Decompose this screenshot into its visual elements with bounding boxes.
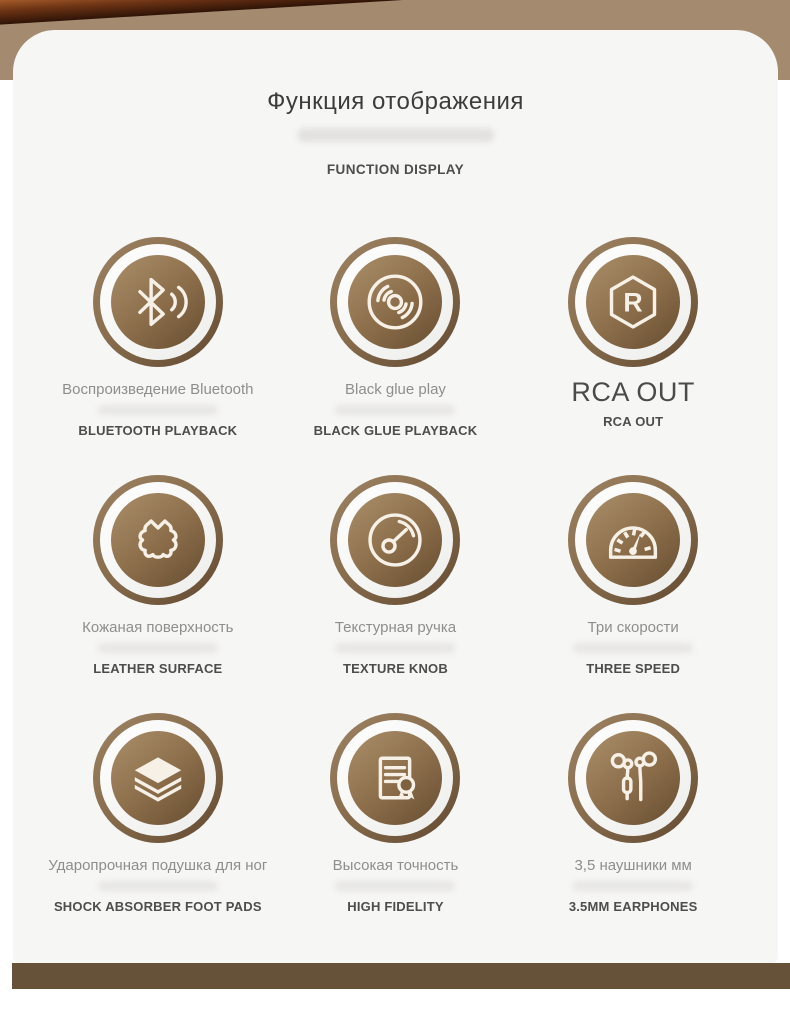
badge-inner	[348, 255, 442, 349]
feature-caption: BLACK GLUE PLAYBACK	[313, 423, 478, 438]
badge-inner	[586, 255, 680, 349]
feature-label: Три скорости	[587, 619, 679, 636]
badge-white-ring	[337, 244, 453, 360]
ghost-watermark	[573, 881, 693, 891]
ghost-watermark	[98, 405, 218, 415]
badge-inner	[586, 731, 680, 825]
feature-caption: HIGH FIDELITY	[347, 899, 444, 914]
feature-grid	[13, 237, 778, 951]
feature-label: Высокая точность	[332, 857, 459, 874]
feature-badge	[568, 475, 698, 605]
feature-label: Воспроизведение Bluetooth	[62, 381, 254, 398]
badge-white-ring	[100, 720, 216, 836]
feature-cell-speed	[514, 475, 752, 713]
feature-label: Текстурная ручка	[334, 619, 457, 636]
feature-badge	[330, 237, 460, 367]
badge-white-ring	[337, 720, 453, 836]
badge-inner	[348, 493, 442, 587]
bottom-brown-bar	[12, 963, 790, 989]
ghost-watermark	[98, 881, 218, 891]
feature-cell-fidelity	[277, 713, 515, 951]
feature-caption: TEXTURE KNOB	[343, 661, 448, 676]
feature-label: Black glue play	[345, 381, 446, 398]
feature-caption: BLUETOOTH PLAYBACK	[78, 423, 238, 438]
feature-caption: SHOCK ABSORBER FOOT PADS	[53, 899, 262, 914]
ghost-watermark	[298, 128, 494, 142]
badge-white-ring	[337, 482, 453, 598]
ghost-watermark	[335, 881, 455, 891]
feature-cell-knob	[277, 475, 515, 713]
badge-inner	[111, 731, 205, 825]
feature-cell-earphones	[514, 713, 752, 951]
feature-card	[13, 30, 778, 963]
badge-white-ring	[100, 244, 216, 360]
certificate-icon	[352, 735, 438, 821]
rca-hexagon-icon	[590, 259, 676, 345]
vinyl-record-icon	[352, 259, 438, 345]
feature-cell-pads	[39, 713, 277, 951]
ghost-watermark	[98, 643, 218, 653]
feature-label: RCA OUT	[571, 377, 695, 407]
feature-badge	[93, 713, 223, 843]
feature-badge	[330, 475, 460, 605]
feature-cell-bluetooth	[39, 237, 277, 475]
feature-cell-leather	[39, 475, 277, 713]
bluetooth-icon	[115, 259, 201, 345]
feature-label: 3,5 наушники мм	[574, 857, 692, 874]
feature-cell-rca	[514, 237, 752, 475]
feature-caption: LEATHER SURFACE	[93, 661, 223, 676]
feature-caption: 3.5MM EARPHONES	[568, 899, 698, 914]
ghost-watermark	[335, 405, 455, 415]
earphones-icon	[590, 735, 676, 821]
leather-icon	[115, 497, 201, 583]
badge-inner	[111, 493, 205, 587]
badge-white-ring	[100, 482, 216, 598]
feature-badge	[330, 713, 460, 843]
feature-cell-vinyl	[277, 237, 515, 475]
badge-inner	[111, 255, 205, 349]
feature-caption: RCA OUT	[603, 414, 664, 429]
ghost-watermark	[335, 643, 455, 653]
badge-white-ring	[575, 720, 691, 836]
badge-inner	[586, 493, 680, 587]
wood-texture-corner	[0, 0, 469, 26]
speedometer-icon	[590, 497, 676, 583]
feature-label: Кожаная поверхность	[82, 619, 234, 636]
ghost-watermark	[573, 643, 693, 653]
badge-inner	[348, 731, 442, 825]
feature-badge	[568, 237, 698, 367]
svg-text:R: R	[623, 287, 643, 318]
badge-white-ring	[575, 482, 691, 598]
feature-badge	[93, 475, 223, 605]
feature-badge	[93, 237, 223, 367]
knob-icon	[352, 497, 438, 583]
feature-badge	[568, 713, 698, 843]
page-title: Функция отображения	[267, 88, 524, 115]
page-subtitle: FUNCTION DISPLAY	[326, 162, 465, 177]
feature-label: Ударопрочная подушка для ног	[48, 857, 268, 874]
feature-caption: THREE SPEED	[586, 661, 681, 676]
layers-icon	[115, 735, 201, 821]
badge-white-ring	[575, 244, 691, 360]
